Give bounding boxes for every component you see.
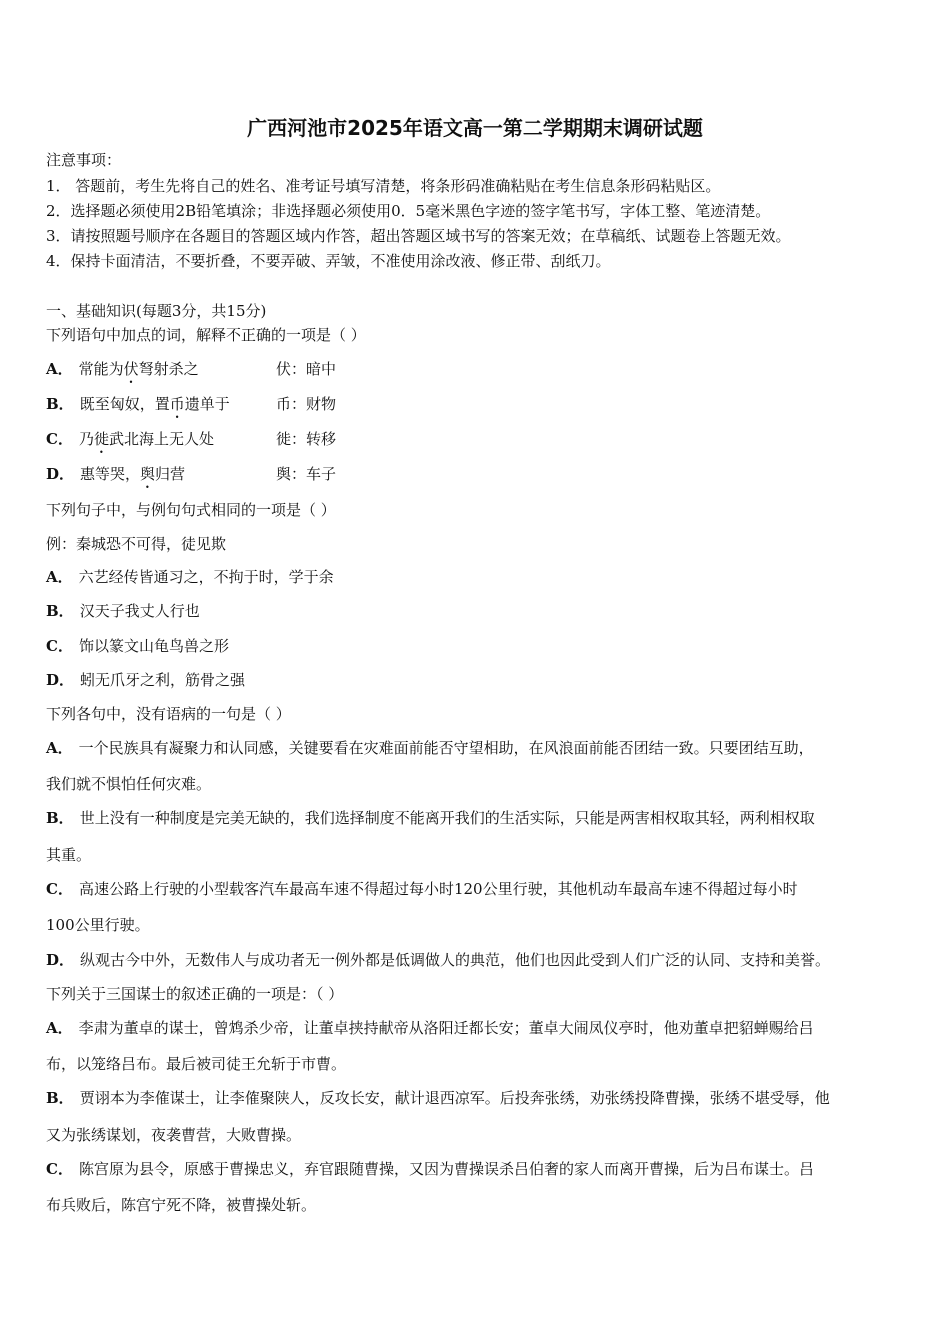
option-letter: B． bbox=[46, 602, 74, 620]
option-letter: B． bbox=[46, 809, 74, 827]
q2-stem: 下列句子中，与例句句式相同的一项是（ ） bbox=[46, 501, 336, 519]
option-gloss: 徙：转移 bbox=[276, 430, 337, 448]
option-letter: B． bbox=[46, 395, 74, 413]
option-gloss: 币：财物 bbox=[276, 395, 337, 413]
option-letter: C． bbox=[46, 430, 73, 448]
option-gloss: 舆：车子 bbox=[276, 465, 337, 483]
option-letter: D． bbox=[46, 671, 75, 689]
q4-option-a-line1 bbox=[46, 1018, 814, 1038]
option-letter: B． bbox=[46, 1089, 74, 1107]
option-text: 蚓无爪牙之利，筋骨之强 bbox=[80, 671, 246, 689]
dotted-word: 币 bbox=[169, 395, 185, 413]
notice-heading: 注意事项： bbox=[46, 151, 122, 169]
section-heading: 一、基础知识(每题3分，共15分) bbox=[46, 302, 267, 320]
option-letter: C． bbox=[46, 1160, 73, 1178]
option-text: 归营 bbox=[155, 465, 186, 483]
q4-option-b-line1 bbox=[46, 1088, 830, 1108]
option-letter: C． bbox=[46, 880, 73, 898]
q4-option-b-line2: 又为张绣谋划，夜袭曹营，大败曹操。 bbox=[46, 1126, 302, 1144]
q2-option-c bbox=[46, 636, 229, 656]
option-text: 既至匈奴，置 bbox=[79, 395, 170, 413]
option-text: 常能为 bbox=[78, 360, 124, 378]
option-letter: A． bbox=[46, 739, 73, 757]
q4-option-c-line2: 布兵败后，陈宫宁死不降，被曹操处斩。 bbox=[46, 1196, 317, 1214]
option-letter: A． bbox=[46, 360, 73, 378]
option-text: 武北海上无人处 bbox=[108, 430, 214, 448]
page-title: 广西河池市2025年语文高一第二学期期末调研试题 bbox=[247, 116, 703, 140]
dotted-word: 伏 bbox=[123, 360, 139, 378]
option-text: 饰以篆文山龟鸟兽之形 bbox=[78, 637, 229, 655]
option-text: 六艺经传皆通习之，不拘于时，学于余 bbox=[78, 568, 334, 586]
option-text: 惠等哭， bbox=[80, 465, 141, 483]
q3-stem: 下列各句中，没有语病的一句是（ ） bbox=[46, 705, 291, 723]
q1-stem: 下列语句中加点的词，解释不正确的一项是（ ） bbox=[46, 326, 366, 344]
dotted-word: 徙 bbox=[93, 430, 109, 448]
q2-option-a bbox=[46, 567, 334, 587]
q3-option-b-line2: 其重。 bbox=[46, 846, 92, 864]
option-letter: A． bbox=[46, 1019, 73, 1037]
option-text: 乃 bbox=[78, 430, 94, 448]
option-letter: D． bbox=[46, 951, 75, 969]
notice-item-3: 3．请按照题号顺序在各题目的答题区域内作答，超出答题区域书写的答案无效；在草稿纸、试题卷上答题无效。 bbox=[46, 227, 791, 245]
q3-option-a-line1 bbox=[46, 738, 814, 758]
q2-option-b bbox=[46, 601, 200, 621]
option-gloss: 伏：暗中 bbox=[276, 360, 337, 378]
q4-option-a-line2: 布，以笼络吕布。最后被司徒王允斩于市曹。 bbox=[46, 1055, 347, 1073]
option-letter: D． bbox=[46, 465, 75, 483]
q1-option-c bbox=[46, 429, 337, 457]
option-text: 纵观古今中外，无数伟人与成功者无一例外都是低调做人的典范，他们也因此受到人们广泛的认同、支持和美誉。 bbox=[80, 951, 831, 969]
q1-option-d bbox=[46, 464, 337, 492]
notice-item-4: 4．保持卡面清洁，不要折叠，不要弄破、弄皱，不准使用涂改液、修正带、刮纸刀。 bbox=[46, 252, 611, 270]
q1-option-b bbox=[46, 394, 337, 422]
q4-option-c-line1 bbox=[46, 1159, 814, 1179]
option-text: 一个民族具有凝聚力和认同感，关键要看在灾难面前能否守望相助，在风浪面前能否团结一致。只要团结互助， bbox=[78, 739, 814, 757]
notice-item-2: 2．选择题必须使用2B铅笔填涂；非选择题必须使用0．5毫米黑色字迹的签字笔书写，字体工整、笔迹清楚。 bbox=[46, 202, 771, 220]
notice-item-1: 1． 答题前，考生先将自己的姓名、准考证号填写清楚，将条形码准确粘贴在考生信息条形码粘贴区。 bbox=[46, 177, 721, 195]
q4-stem: 下列关于三国谋士的叙述正确的一项是：（ ） bbox=[46, 985, 344, 1003]
option-letter: C． bbox=[46, 637, 73, 655]
q2-example: 例：秦城恐不可得，徒见欺 bbox=[46, 535, 227, 553]
option-text: 李肃为董卓的谋士，曾鸩杀少帝，让董卓挟持献帝从洛阳迁都长安；董卓大闹凤仪亭时，他劝董卓把貂蝉赐给吕 bbox=[78, 1019, 814, 1037]
option-letter: A． bbox=[46, 568, 73, 586]
q2-option-d bbox=[46, 670, 245, 690]
option-text: 汉天子我丈人行也 bbox=[79, 602, 200, 620]
dotted-word: 舆 bbox=[140, 465, 156, 483]
q3-option-d-line1 bbox=[46, 950, 830, 970]
option-text: 贾诩本为李傕谋士，让李傕聚陕人，反攻长安，献计退西凉军。后投奔张绣，劝张绣投降曹操，张绣不堪受辱，他 bbox=[79, 1089, 830, 1107]
option-text: 高速公路上行驶的小型载客汽车最高车速不得超过每小时120公里行驶，其他机动车最高车速不得超过每小时 bbox=[78, 880, 798, 898]
q3-option-c-line2: 100公里行驶。 bbox=[46, 916, 150, 934]
q3-option-c-line1 bbox=[46, 879, 798, 899]
q3-option-b-line1 bbox=[46, 808, 815, 828]
option-text: 世上没有一种制度是完美无缺的，我们选择制度不能离开我们的生活实际，只能是两害相权取其轻，两利相权取 bbox=[79, 809, 815, 827]
option-text: 遗单于 bbox=[184, 395, 230, 413]
q1-option-a bbox=[46, 359, 337, 387]
option-text: 陈宫原为县令，原感于曹操忠义，弃官跟随曹操，又因为曹操误杀吕伯奢的家人而离开曹操，后为吕布谋士。吕 bbox=[78, 1160, 814, 1178]
option-text: 弩射杀之 bbox=[138, 360, 199, 378]
q3-option-a-line2: 我们就不惧怕任何灾难。 bbox=[46, 775, 212, 793]
